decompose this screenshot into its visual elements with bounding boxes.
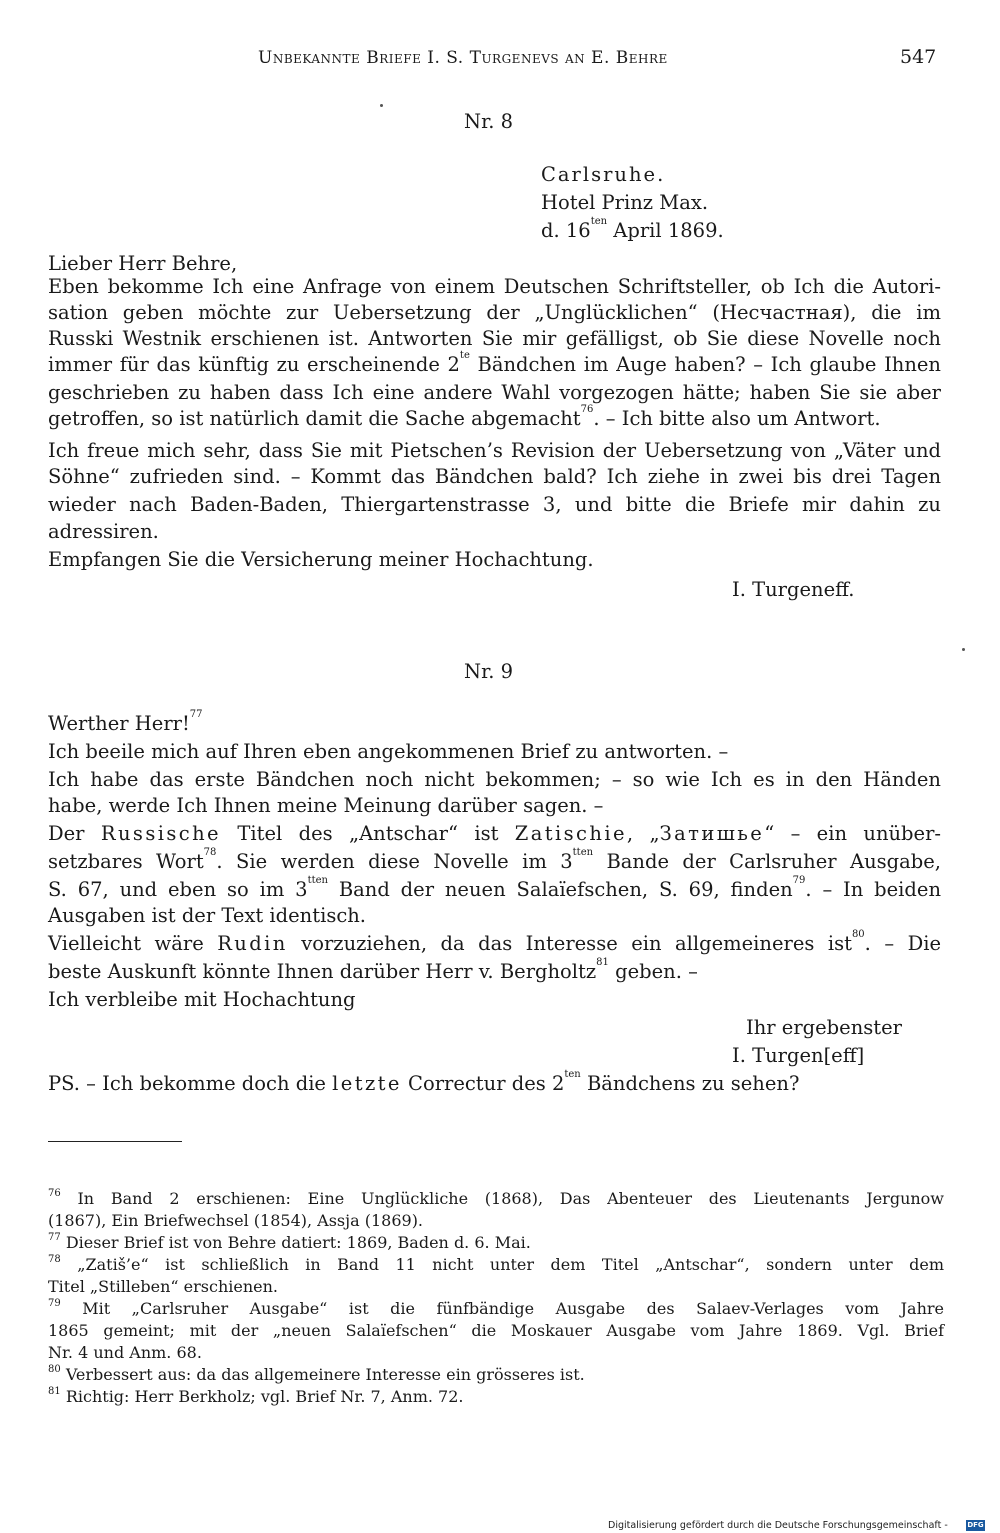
letter-8-line: immer für das künftig zu erscheinende $2^{te}$ Bändchen im Auge haben? – Ich glaube Ihnen [48,350,941,376]
letter-8-line: Russki Westnik erschienen ist. Antworten Sie mir gefälligst, ob Sie diese Novelle noch [48,327,941,350]
letter-8-number: Nr. 8 [464,110,514,133]
footnote-76-cont: (1867), Ein Briefwechsel (1854), Assja (1869). [48,1211,424,1230]
letter-8-line: Ich freue mich sehr, dass Sie mit Pietschen’s Revision der Uebersetzung von „Väter und [48,439,941,462]
letter-9-signature: I. Turgen[eff] [732,1044,865,1067]
letter-8-line: getroffen, so ist natürlich damit die Sache abgemacht$^{76}$. – Ich bitte also um Antwort. [48,404,881,430]
letter-9-line: S. 67, und eben so im $3^{tten}$ Band der neuen Salaïefschen, S. 69, finden$^{79}$. – In beiden [48,875,942,901]
letter-8-place: Carlsruhe. [541,163,666,186]
letter-8-hotel: Hotel Prinz Max. [541,191,709,214]
letter-8-closing: Empfangen Sie die Versicherung meiner Hochachtung. [48,548,594,571]
letter-8-signature: I. Turgeneff. [732,578,855,601]
letter-8-line: sation geben möchte zur Uebersetzung der „Unglücklichen“ (Несчастная), die im [48,301,941,324]
letter-9-number: Nr. 9 [464,660,514,683]
footnote-78: $^{78}$ „Zatiš’e“ ist schließlich in Band 11 nicht unter dem Titel „Antschar“, sondern unter dem [48,1254,944,1274]
letter-9-line: Ich verbleibe mit Hochachtung [48,988,356,1011]
letter-9-line: Der Russische Titel des „Antschar“ ist Zatischie, „Затишье“ – ein unüber- [48,822,941,845]
footnote-77: $^{77}$ Dieser Brief ist von Behre datiert: 1869, Baden d. 6. Mai. [48,1232,531,1252]
footnote-78-cont: Titel „Stilleben“ erschienen. [48,1277,279,1296]
letter-9-postscript: PS. – Ich bekomme doch die letzte Correctur des $2^{ten}$ Bändchens zu sehen? [48,1069,800,1095]
letter-8-line: geschrieben zu haben dass Ich eine andere Wahl vorgezogen hätte; haben Sie sie aber [48,381,941,404]
letter-9-line: Ich habe das erste Bändchen noch nicht bekommen; – so wie Ich es in den Händen [48,768,941,791]
footnote-rule [48,1141,182,1142]
letter-9-closing: Ihr ergebenster [746,1016,902,1039]
footnote-79: $^{79}$ Mit „Carlsruher Ausgabe“ ist die fünfbändige Ausgabe des Salaev-Verlages vom Jahre [48,1298,944,1318]
digitization-credit: Digitalisierung gefördert durch die Deutsche Forschungsgemeinschaft - [608,1520,948,1531]
letter-8-date: d. $16^{ten}$ April 1869. [541,216,724,242]
letter-9-line: Vielleicht wäre Rudin vorzuziehen, da das Interesse ein allgemeineres ist$^{80}$. – Die [48,929,941,955]
page-number: 547 [900,46,937,68]
letter-8-salutation: Lieber Herr Behre, [48,252,238,275]
letter-9-salutation: Werther Herr!$^{77}$ [48,709,203,735]
letter-9-line: habe, werde Ich Ihnen meine Meinung darüber sagen. – [48,794,604,817]
footnote-81: $^{81}$ Richtig: Herr Berkholz; vgl. Brief Nr. 7, Anm. 72. [48,1386,464,1406]
letter-9-line: setzbares Wort$^{78}$. Sie werden diese Novelle im $3^{tten}$ Bande der Carlsruher Ausgabe, [48,847,941,873]
running-title: Unbekannte Briefe I. S. Turgenevs an E. Behre [258,48,668,68]
letter-8-line: adressiren. [48,520,159,543]
dfg-logo: DFG [967,1521,984,1529]
letter-8-line: wieder nach Baden-Baden, Thiergartenstrasse 3, und bitte die Briefe mir dahin zu [48,493,941,516]
letter-9-line: Ausgaben ist der Text identisch. [48,904,366,927]
letter-8-line: Eben bekomme Ich eine Anfrage von einem Deutschen Schriftsteller, ob Ich die Autori- [48,275,941,298]
letter-8-line: Söhne“ zufrieden sind. – Kommt das Bändchen bald? Ich ziehe in zwei bis drei Tagen [48,465,941,488]
footnote-80: $^{80}$ Verbessert aus: da das allgemeinere Interesse ein grösseres ist. [48,1364,585,1384]
footnote-79-cont: Nr. 4 und Anm. 68. [48,1343,202,1362]
footnote-79-cont: 1865 gemeint; mit der „neuen Salaïefschen“ die Moskauer Ausgabe vom Jahre 1869. Vgl. Brief [48,1321,944,1340]
footnote-76: $^{76}$ In Band 2 erschienen: Eine Unglückliche (1868), Das Abenteuer des Lieutenants Jergunow [48,1188,944,1208]
scan-speck [380,104,383,107]
letter-9-line: Ich beeile mich auf Ihren eben angekommenen Brief zu antworten. – [48,740,729,763]
scan-speck [962,648,965,651]
letter-9-line: beste Auskunft könnte Ihnen darüber Herr v. Bergholtz$^{81}$ geben. – [48,957,698,983]
